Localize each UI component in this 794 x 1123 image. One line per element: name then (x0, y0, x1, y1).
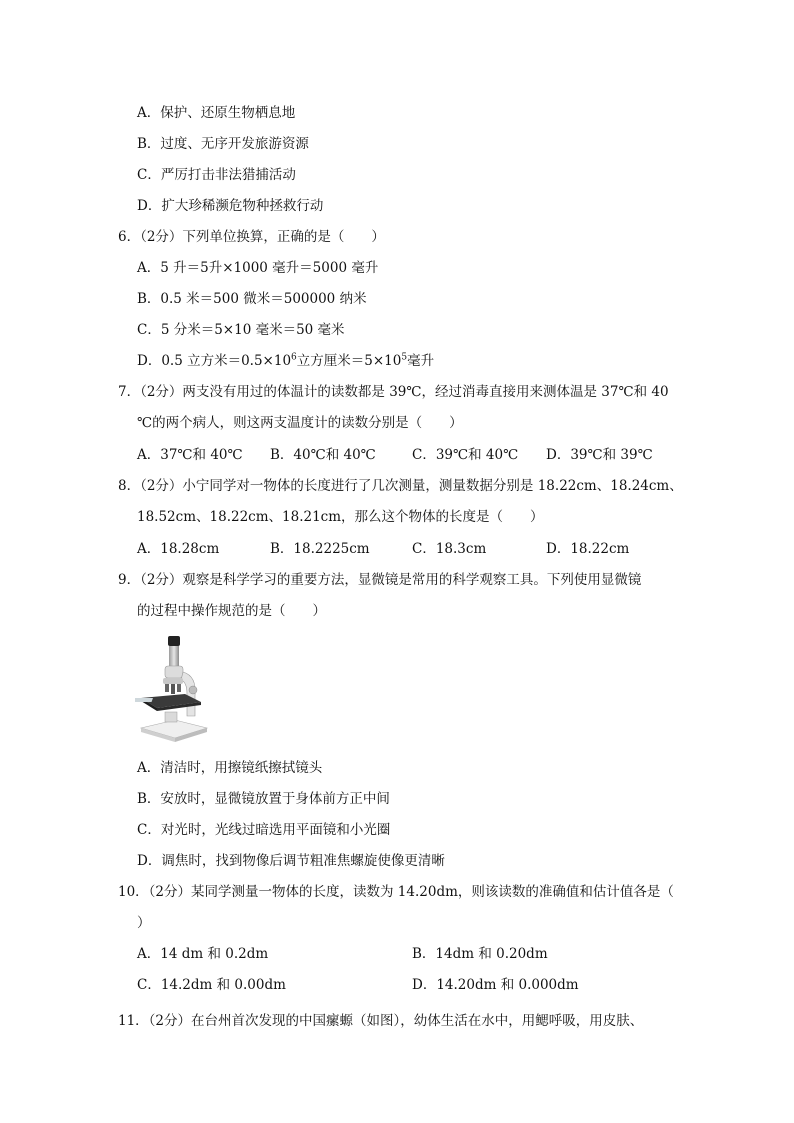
q9-option-a: A．清洁时，用擦镜纸擦拭镜头 (137, 760, 323, 776)
q8-option-b: B．18.2225cm (270, 541, 370, 557)
q6-option-b: B．0.5 米＝500 微米＝500000 纳米 (137, 291, 367, 307)
microscope-image (135, 632, 211, 744)
q7-stem-line1: 7．（2分）两支没有用过的体温计的读数都是 39℃，经过消毒直接用来测体温是 37℃和 40 (118, 384, 669, 400)
q6-stem: 6．（2分）下列单位换算，正确的是（ ） (118, 229, 385, 245)
q9-stem-line1: 9．（2分）观察是科学学习的重要方法，显微镜是常用的科学观察工具。下列使用显微镜 (118, 572, 642, 588)
q5-option-b: B．过度、无序开发旅游资源 (137, 136, 309, 152)
q10-option-b: B．14dm 和 0.20dm (412, 946, 548, 962)
q11-stem-line1: 11．（2分）在台州首次发现的中国瘰螈（如图），幼体生活在水中，用鳃呼吸，用皮肤、 (118, 1013, 644, 1029)
q7-option-b: B．40℃和 40℃ (270, 447, 376, 463)
q6-option-d-exp1: 6 (291, 352, 297, 363)
q6-option-c: C．5 分米＝5×10 毫米＝50 毫米 (137, 322, 345, 338)
q6-option-d-mid: 立方厘米＝5×10 (296, 353, 402, 369)
q9-option-c: C．对光时，光线过暗选用平面镜和小光圈 (137, 822, 391, 838)
q7-option-d: D．39℃和 39℃ (546, 447, 653, 463)
q7-option-a: A．37℃和 40℃ (137, 447, 243, 463)
q6-option-d (137, 351, 434, 371)
q8-option-c: C．18.3cm (412, 541, 487, 557)
q10-option-d: D．14.20dm 和 0.000dm (412, 977, 579, 993)
q10-stem-line2: ） (137, 915, 151, 931)
q8-stem-line2: 18.52cm、18.22cm、18.21cm，那么这个物体的长度是（ ） (137, 509, 544, 525)
q5-option-d: D．扩大珍稀濒危物种拯救行动 (137, 198, 324, 214)
q8-stem-line1: 8．（2分）小宁同学对一物体的长度进行了几次测量，测量数据分别是 18.22cm、18.24cm、 (118, 478, 683, 494)
q6-option-d-pre: D．0.5 立方米＝0.5×10 (137, 353, 292, 369)
q5-option-c: C．严厉打击非法猎捕活动 (137, 167, 296, 183)
q9-option-d: D．调焦时，找到物像后调节粗准焦螺旋使像更清晰 (137, 853, 445, 869)
q10-stem-line1: 10．（2分）某同学测量一物体的长度，读数为 14.20dm，则该读数的准确值和估计值各是（ (118, 884, 674, 900)
q9-option-b: B．安放时，显微镜放置于身体前方正中间 (137, 791, 390, 807)
q8-option-d: D．18.22cm (546, 541, 630, 557)
q6-option-d-post: 毫升 (407, 353, 435, 369)
q9-stem-line2: 的过程中操作规范的是（ ） (137, 603, 326, 619)
q8-option-a: A．18.28cm (137, 541, 220, 557)
q6-option-d-exp2: 5 (401, 352, 408, 363)
q7-option-c: C．39℃和 40℃ (412, 447, 519, 463)
q7-stem-line2: ℃的两个病人，则这两支温度计的读数分别是（ ） (137, 415, 463, 431)
q10-option-a: A．14 dm 和 0.2dm (137, 946, 269, 962)
q10-option-c: C．14.2dm 和 0.00dm (137, 977, 286, 993)
q5-option-a: A．保护、还原生物栖息地 (137, 105, 296, 121)
q6-option-a: A．5 升＝5升×1000 毫升＝5000 毫升 (137, 260, 379, 276)
